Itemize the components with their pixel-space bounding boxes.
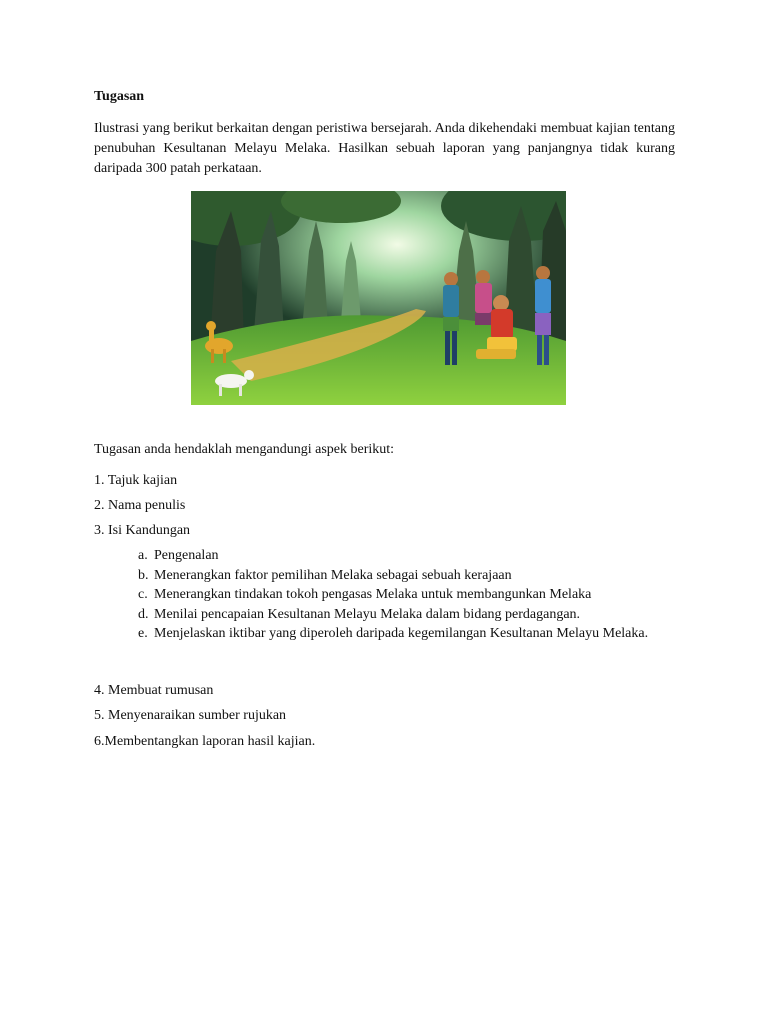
list-item: 4. Membuat rumusan [94, 683, 214, 698]
sub-list-marker: e. [138, 626, 148, 641]
sub-list-item [138, 605, 658, 625]
document-title: Tugasan [94, 89, 145, 104]
sub-list-text: Menerangkan faktor pemilihan Melaka sebagai sebuah kerajaan [154, 567, 512, 583]
figure-man-2 [475, 270, 492, 325]
sub-list-item [138, 624, 658, 644]
sub-list-item [138, 546, 658, 566]
sub-list-marker: c. [138, 587, 148, 602]
sub-list-text: Menilai pencapaian Kesultanan Melayu Melaka dalam bidang perdagangan. [154, 606, 581, 622]
sub-list-item [138, 585, 658, 605]
list-item: 1. Tajuk kajian [94, 473, 178, 488]
list-item: 2. Nama penulis [94, 498, 186, 513]
sub-list-text: Pengenalan [154, 548, 219, 563]
sub-list-item [138, 566, 658, 586]
intro-paragraph: Ilustrasi yang berikut berkaitan dengan peristiwa bersejarah. Anda dikehendaki membuat kajian tentang penubuhan Kesultanan Melayu Melaka. Hasilkan sebuah laporan yang panjangnya tidak kurang daripada 300 patah perkataan. [94, 121, 675, 176]
forest-illustration [191, 191, 566, 405]
sub-list-text: Menjelaskan iktibar yang diperoleh daripada kegemilangan Kesultanan Melayu Melaka. [154, 626, 649, 641]
list-item: 5. Menyenaraikan sumber rujukan [94, 708, 287, 723]
sub-list-text: Menerangkan tindakan tokoh pengasas Melaka untuk membangunkan Melaka [154, 587, 592, 602]
document-page [94, 0, 675, 1024]
task-intro-text: Tugasan anda hendaklah mengandungi aspek berikut: [94, 442, 395, 457]
list-item: 6.Membentangkan laporan hasil kajian. [94, 734, 316, 749]
sub-list-marker: b. [138, 567, 149, 583]
sub-list-marker: a. [138, 548, 148, 563]
sub-list-marker: d. [138, 606, 149, 622]
list-item: 3. Isi Kandungan [94, 523, 191, 538]
sub-list [138, 546, 658, 644]
